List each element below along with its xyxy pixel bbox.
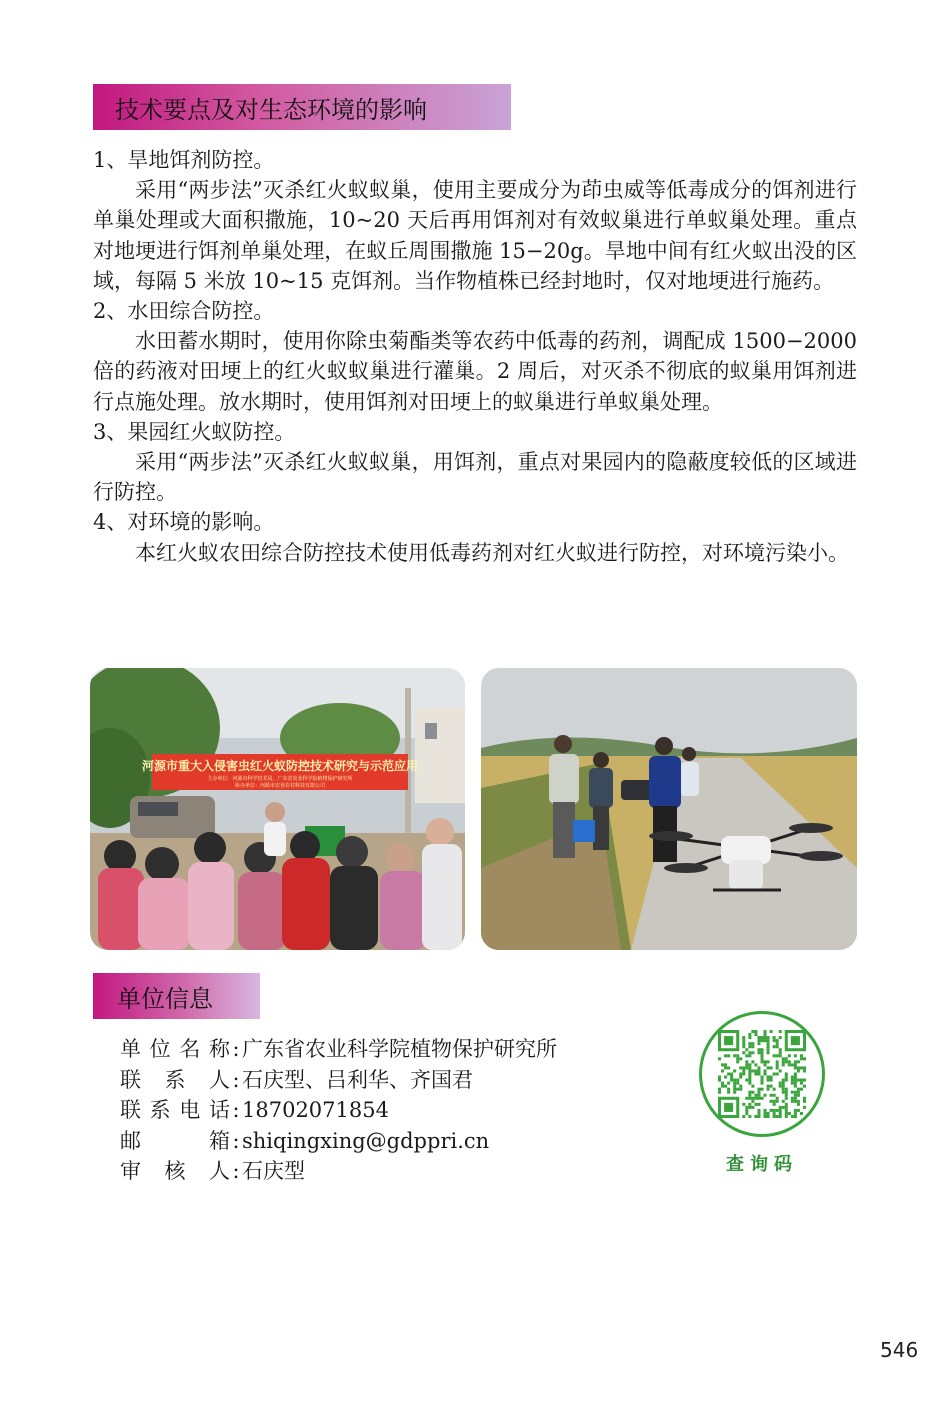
banner-title: 河源市重大入侵害虫红火蚁防控技术研究与示范应用 (141, 759, 419, 773)
qr-code-pattern (718, 1030, 806, 1118)
info-row-contact (120, 1065, 680, 1096)
qr-caption: 查询码 (726, 1154, 798, 1175)
info-value: 石庆型 (242, 1159, 305, 1183)
info-value: 石庆型、吕利华、齐国君 (242, 1067, 473, 1092)
info-colon: : (232, 1128, 240, 1153)
unit-info (120, 1034, 680, 1187)
info-value: shiqingxing@gdppri.cn (242, 1128, 490, 1153)
section-title-tech-text: 技术要点及对生态环境的影响 (115, 95, 427, 124)
info-colon: : (232, 1159, 240, 1183)
page-number: 546 (880, 1338, 919, 1362)
info-value: 18702071854 (242, 1098, 389, 1122)
section-title-tech (93, 84, 511, 130)
info-colon: : (232, 1067, 240, 1092)
banner-sub1: 主办单位：河源市科学技术局，广东省农业科学院植物保护研究所 (207, 776, 353, 782)
info-value: 广东省农业科学院植物保护研究所 (242, 1037, 557, 1061)
info-colon: : (232, 1098, 240, 1122)
photo-drone-demonstration (481, 668, 857, 950)
info-row-reviewer (120, 1156, 680, 1187)
info-label: 联 系 电 话 (120, 1098, 230, 1122)
item-heading: 1、旱地饵剂防控。 (93, 148, 275, 172)
paragraph: 采用“两步法”灭杀红火蚁蚁巢，用饵剂，重点对果园内的隐蔽度较低的区域进行防控。 (93, 450, 857, 505)
meeting-photo-illustration (90, 668, 465, 950)
section-title-unit (93, 973, 260, 1019)
paragraph: 水田蓄水期时，使用你除虫菊酯类等农药中低毒的药剂，调配成 1500−2000 倍的药液对田埂上的红火蚁蚁巢进行灌巢。2 周后，对灭杀不彻底的蚁巢用饵剂进行点施处理。放水期时，使用饵剂对田埂上的蚁巢进行单蚁巢处理。 (93, 329, 857, 414)
info-row-phone (120, 1095, 680, 1126)
info-row-unit-name (120, 1034, 680, 1065)
item-heading: 2、水田综合防控。 (93, 299, 275, 324)
info-label: 单 位 名 称 (120, 1037, 230, 1061)
qr-code-icon[interactable] (699, 1011, 825, 1137)
item-heading: 4、对环境的影响。 (93, 510, 275, 535)
paragraph: 采用“两步法”灭杀红火蚁蚁巢，使用主要成分为茚虫威等低毒成分的饵剂进行单巢处理或大面积撒施，10~20 天后再用饵剂对有效蚁巢进行单蚁巢处理。重点对地埂进行饵剂单巢处理，在蚁丘周围撒施 15−20g。旱地中间有红火蚁出没的区域，每隔 5 米放 10~15 克饵剂。当作物植株已经封地时，仅对地埂进行施药。 (93, 178, 857, 293)
info-label: 联 系 人 (120, 1067, 230, 1092)
info-row-email (120, 1126, 680, 1157)
info-label: 审 核 人 (120, 1159, 230, 1183)
photo-demonstration-meeting (90, 668, 465, 950)
drone-photo-illustration (481, 668, 857, 950)
paragraph: 本红火蚁农田综合防控技术使用低毒药剂对红火蚁进行防控，对环境污染小。 (135, 540, 849, 565)
banner-sub2: 协办单位：河源市农业农村科技有限公司 (234, 783, 326, 789)
tech-body (93, 145, 857, 568)
section-title-unit-text: 单位信息 (117, 984, 213, 1013)
info-colon: : (232, 1037, 240, 1061)
info-label: 邮 箱 (120, 1128, 230, 1153)
item-heading: 3、果园红火蚁防控。 (93, 419, 296, 444)
